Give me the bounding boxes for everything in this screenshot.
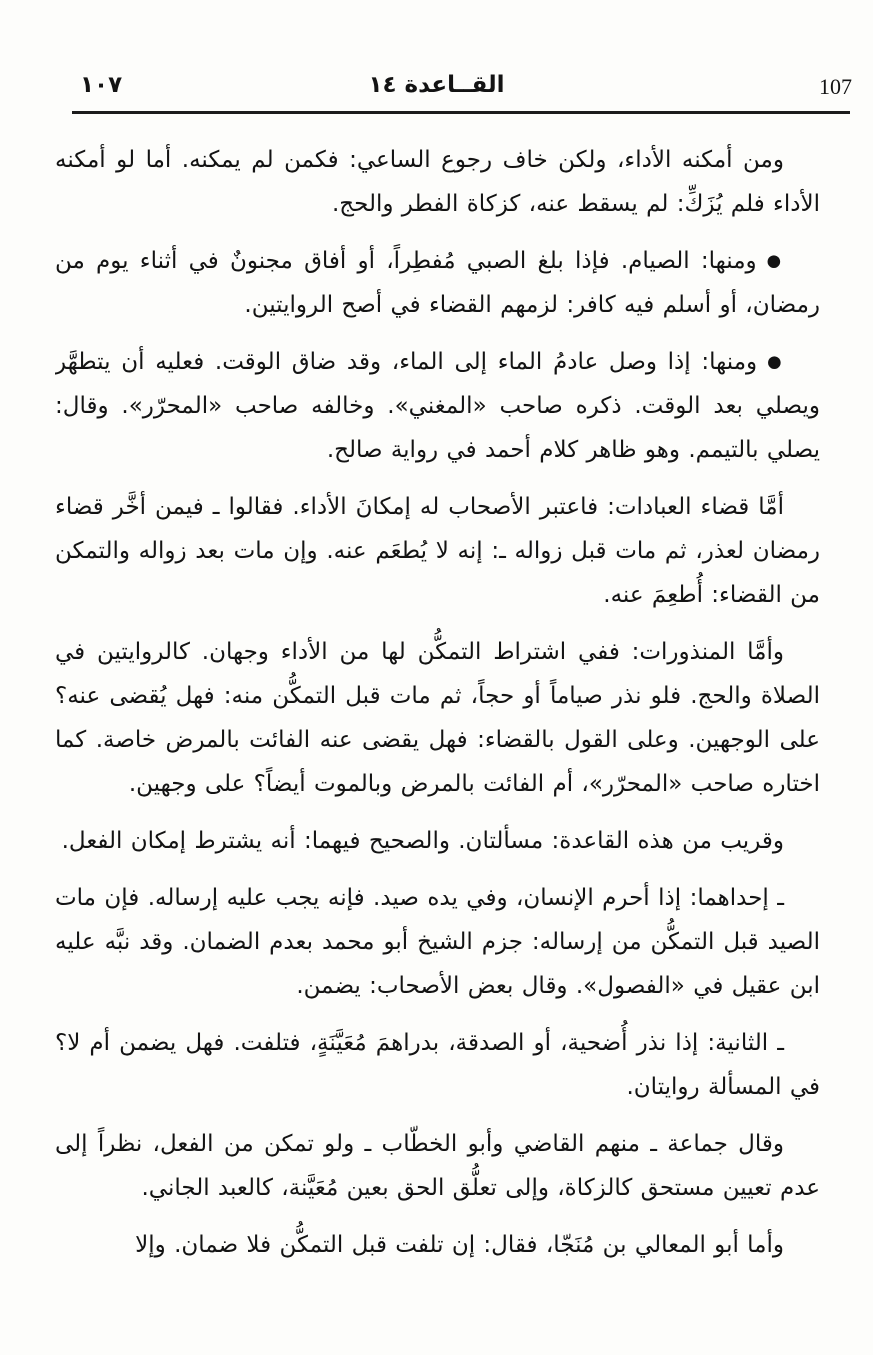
paragraph-4: أمَّا قضاء العبادات: فاعتبر الأصحاب له إمكانَ الأداء. فقالوا ـ فيمن أخَّر قضاء رمضان لعذر، ثم مات قبل زواله ـ: إنه لا يُطعَم عنه. وإن مات بعد زواله والتمكن من القضاء: أُطعِمَ عنه. <box>55 494 820 608</box>
paragraph-10: وأما أبو المعالي بن مُنَجّا، فقال: إن تلفت قبل التمكُّن فلا ضمان. وإلا <box>135 1232 784 1258</box>
paragraph-5: وأمَّا المنذورات: ففي اشتراط التمكُّن لها من الأداء وجهان. كالروايتين في الصلاة والحج. فلو نذر صياماً أو حجاً، ثم مات قبل التمكُّن منه: فهل يُقضى عنه؟ على الوجهين. وعلى القول بالقضاء: فهل يقضى عنه الفائت بالمرض خاصة. كما اختاره صاحب «المحرّر»، أم الفائت بالمرض وبالموت أيضاً؟ على وجهين. <box>55 639 820 797</box>
bullet-icon: ● <box>766 251 784 270</box>
chapter-title: القــاعدة ١٤ <box>368 72 505 98</box>
paragraph-9: وقال جماعة ـ منهم القاضي وأبو الخطّاب ـ ولو تمكن من الفعل، نظراً إلى عدم تعيين مستحق كالزكاة، وإلى تعلُّق الحق بعين مُعَيَّنة، كالعبد الجاني. <box>55 1131 820 1201</box>
paragraph-6: وقريب من هذه القاعدة: مسألتان. والصحيح فيهما: أنه يشترط إمكان الفعل. <box>61 828 784 854</box>
paragraph-text: ومنها: إذا وصل عادمُ الماء إلى الماء، وقد ضاق الوقت. فعليه أن يتطهَّر ويصلي بعد الوقت. ذكره صاحب «المغني». وخالفه صاحب «المحرّر». وقال: يصلي بالتيمم. وهو ظاهر كلام أحمد في رواية صالح. <box>55 349 820 463</box>
header-rule <box>72 111 850 114</box>
page-number-arabic: ١٠٧ <box>80 72 123 98</box>
page-number-latin: 107 <box>819 74 852 99</box>
page-body <box>55 138 820 1355</box>
paragraph-8: ـ الثانية: إذا نذر أُضحية، أو الصدقة، بدراهمَ مُعَيَّنَةٍ، فتلفت. فهل يضمن أم لا؟ في المسألة روايتان. <box>55 1030 820 1100</box>
paragraph-7: ـ إحداهما: إذا أحرم الإنسان، وفي يده صيد. فإنه يجب عليه إرساله. فإن مات الصيد قبل التمكُّن من إرساله: جزم الشيخ أبو محمد بعدم الضمان. وقد نبَّه عليه ابن عقيل في «الفصول». وقال بعض الأصحاب: يضمن. <box>55 885 820 999</box>
paragraph-1: ومن أمكنه الأداء، ولكن خاف رجوع الساعي: فكمن لم يمكنه. أما لو أمكنه الأداء فلم يُزَكِّ: لم يسقط عنه، كزكاة الفطر والحج. <box>55 147 820 217</box>
paragraph-3 <box>55 340 820 472</box>
paragraph-text: ومنها: الصيام. فإذا بلغ الصبي مُفطِراً، أو أفاق مجنونٌ في أثناء يوم من رمضان، أو أسلم فيه كافر: لزمهم القضاء في أصح الروايتين. <box>55 248 820 318</box>
bullet-icon: ● <box>767 352 784 371</box>
paragraph-2 <box>55 239 820 327</box>
